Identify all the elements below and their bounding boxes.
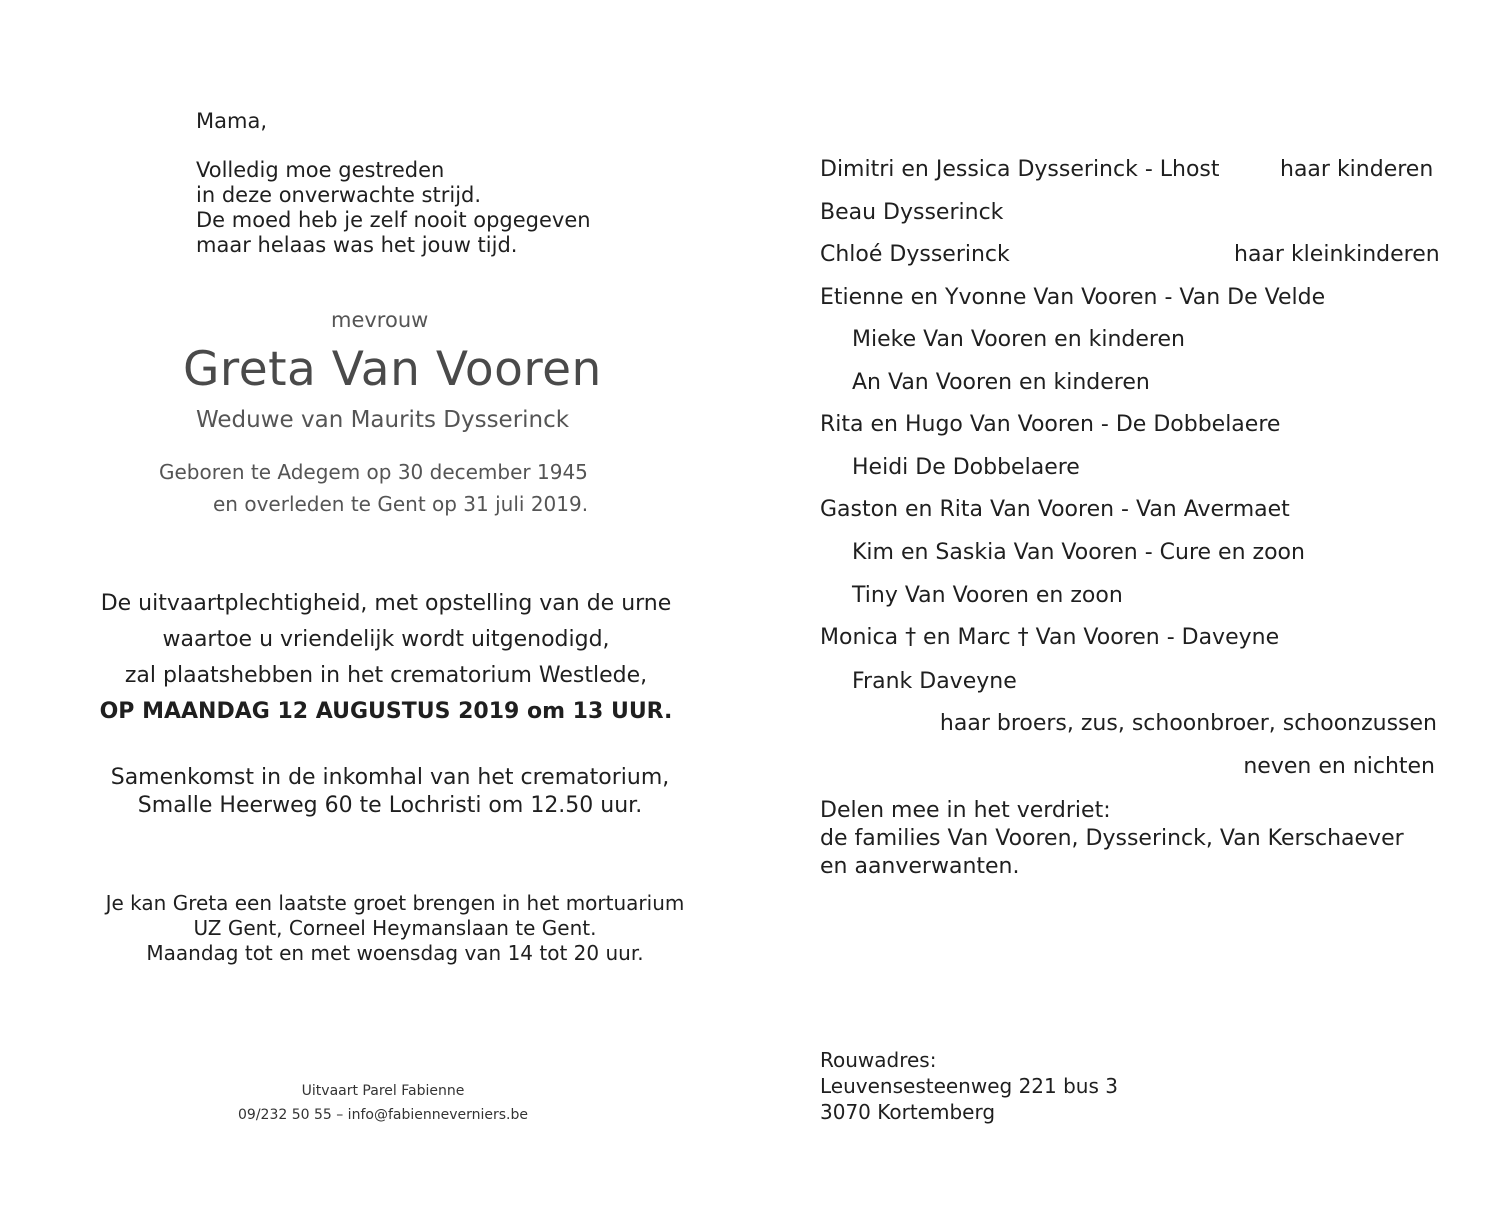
- death-date: en overleden te Gent op 31 juli 2019.: [213, 492, 589, 516]
- poem: [196, 158, 591, 258]
- widow-of: Weduwe van Maurits Dysserinck: [196, 407, 570, 433]
- family-line: Mieke Van Vooren en kinderen: [852, 327, 1185, 352]
- family-line: Etienne en Yvonne Van Vooren - Van De Velde: [820, 285, 1326, 310]
- undertaker-contact: 09/232 50 55 – info@fabienneverniers.be: [238, 1107, 528, 1123]
- share-line: en aanverwanten.: [820, 854, 1020, 879]
- family-line: Chloé Dysserinck: [820, 242, 1010, 267]
- share-block: [820, 797, 1404, 881]
- visit-line: Je kan Greta een laatste groet brengen in het mortuarium: [105, 891, 685, 915]
- undertaker-name: Uitvaart Parel Fabienne: [301, 1083, 465, 1099]
- deceased-name: Greta Van Vooren: [183, 342, 602, 397]
- family-line: Kim en Saskia Van Vooren - Cure en zoon: [852, 540, 1305, 565]
- family-line: Gaston en Rita Van Vooren - Van Avermaet: [820, 497, 1290, 522]
- family-line: Dimitri en Jessica Dysserinck - Lhost: [820, 157, 1220, 182]
- ceremony-line: waartoe u vriendelijk wordt uitgenodigd,: [162, 627, 610, 652]
- family-role: haar broers, zus, schoonbroer, schoonzussen: [939, 711, 1437, 736]
- family-line: Heidi De Dobbelaere: [852, 455, 1080, 480]
- gathering-line: Samenkomst in de inkomhal van het crematorium,: [110, 765, 670, 790]
- greeting: Mama,: [196, 109, 267, 133]
- share-line: Delen mee in het verdriet:: [820, 798, 1111, 823]
- poem-line: De moed heb je zelf nooit opgegeven: [196, 208, 591, 232]
- ceremony-date: OP MAANDAG 12 AUGUSTUS 2019 om 13 UUR.: [99, 699, 673, 724]
- poem-line: in deze onverwachte strijd.: [196, 183, 482, 207]
- address-street: Leuvensesteenweg 221 bus 3: [820, 1074, 1118, 1098]
- family-role: neven en nichten: [1243, 754, 1435, 779]
- ceremony-line: De uitvaartplechtigheid, met opstelling van de urne: [100, 591, 672, 616]
- honorific: mevrouw: [331, 308, 429, 332]
- visit-line: UZ Gent, Corneel Heymanslaan te Gent.: [193, 916, 597, 940]
- poem-line: maar helaas was het jouw tijd.: [196, 233, 518, 257]
- family-role: haar kinderen: [1280, 157, 1434, 182]
- gathering-block: [90, 764, 690, 820]
- family-role: haar kleinkinderen: [1234, 242, 1440, 267]
- family-line: Frank Daveyne: [852, 669, 1017, 694]
- birth-date: Geboren te Adegem op 30 december 1945: [159, 460, 588, 484]
- family-line: An Van Vooren en kinderen: [852, 370, 1150, 395]
- ceremony-block: [86, 586, 686, 730]
- gathering-line: Smalle Heerweg 60 te Lochristi om 12.50 uur.: [137, 793, 643, 818]
- share-line: de families Van Vooren, Dysserinck, Van Kerschaever: [820, 826, 1404, 851]
- visit-block: [85, 891, 705, 966]
- family-line: Rita en Hugo Van Vooren - De Dobbelaere: [820, 412, 1281, 437]
- address-label: Rouwadres:: [820, 1048, 937, 1072]
- address-block: [820, 1047, 1118, 1125]
- family-line: Tiny Van Vooren en zoon: [852, 583, 1123, 608]
- poem-line: Volledig moe gestreden: [196, 158, 445, 182]
- ceremony-line: zal plaatshebben in het crematorium Westlede,: [124, 663, 648, 688]
- undertaker-block: [223, 1079, 543, 1127]
- visit-line: Maandag tot en met woensdag van 14 tot 20 uur.: [146, 941, 644, 965]
- address-city: 3070 Kortemberg: [820, 1100, 996, 1124]
- family-line: Monica † en Marc † Van Vooren - Daveyne: [820, 625, 1280, 650]
- family-line: Beau Dysserinck: [820, 200, 1004, 225]
